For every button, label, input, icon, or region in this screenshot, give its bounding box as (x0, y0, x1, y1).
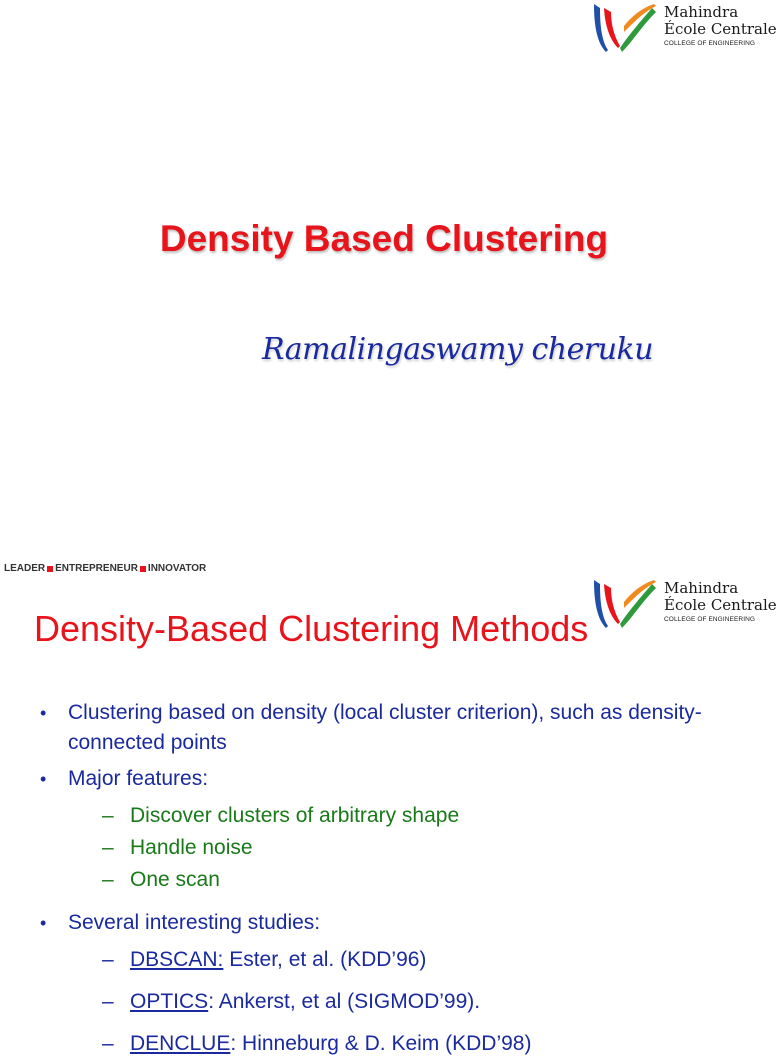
institution-logo (592, 578, 777, 630)
logo-subtitle: COLLEGE OF ENGINEERING (664, 40, 756, 47)
logo-name-line2: École Centrale (664, 20, 777, 38)
study-link[interactable]: DENCLUE (130, 1032, 231, 1055)
square-icon (47, 566, 53, 572)
institution-logo (592, 2, 777, 54)
feature-item: – Handle noise (0, 832, 768, 864)
tagline (4, 563, 206, 574)
tagline-innovator: INNOVATOR (147, 563, 207, 574)
slide-title: Density Based Clustering (159, 218, 609, 259)
study-detail: : Hinneburg & D. Keim (KDD’98) (230, 1032, 532, 1055)
logo-name-line1: Mahindra (664, 3, 739, 21)
logo-name-line2: École Centrale (664, 596, 777, 614)
bullet-density: • Clustering based on density (local cluster criterion), such as density-connected points (0, 698, 768, 758)
feature-item: – Discover clusters of arbitrary shape (0, 800, 768, 832)
study-item (0, 1028, 768, 1060)
feature-item: – One scan (0, 864, 768, 896)
mahindra-logo-icon (592, 578, 658, 630)
bullet-list (0, 698, 768, 1060)
logo-subtitle: COLLEGE OF ENGINEERING (664, 616, 756, 623)
study-detail: Ester, et al. (KDD’96) (223, 948, 427, 971)
logo-name-line1: Mahindra (664, 579, 739, 597)
bullet-major-features: • Major features: (0, 764, 768, 794)
tagline-entrepreneur: ENTREPRENEUR (55, 563, 138, 574)
bullet-studies: • Several interesting studies: (0, 908, 768, 938)
author-name: Ramalingaswamy cheruku (262, 332, 654, 367)
study-item (0, 986, 768, 1018)
study-detail: : Ankerst, et al (SIGMOD’99). (208, 990, 481, 1013)
mahindra-logo-icon (592, 2, 658, 54)
study-link[interactable]: DBSCAN: (130, 948, 224, 971)
study-link[interactable]: OPTICS (130, 990, 209, 1013)
slide-title: Density-Based Clustering Methods (34, 608, 589, 649)
study-item (0, 944, 768, 976)
square-icon (140, 566, 146, 572)
tagline-leader: LEADER (4, 563, 46, 574)
content-slide (0, 576, 777, 1055)
